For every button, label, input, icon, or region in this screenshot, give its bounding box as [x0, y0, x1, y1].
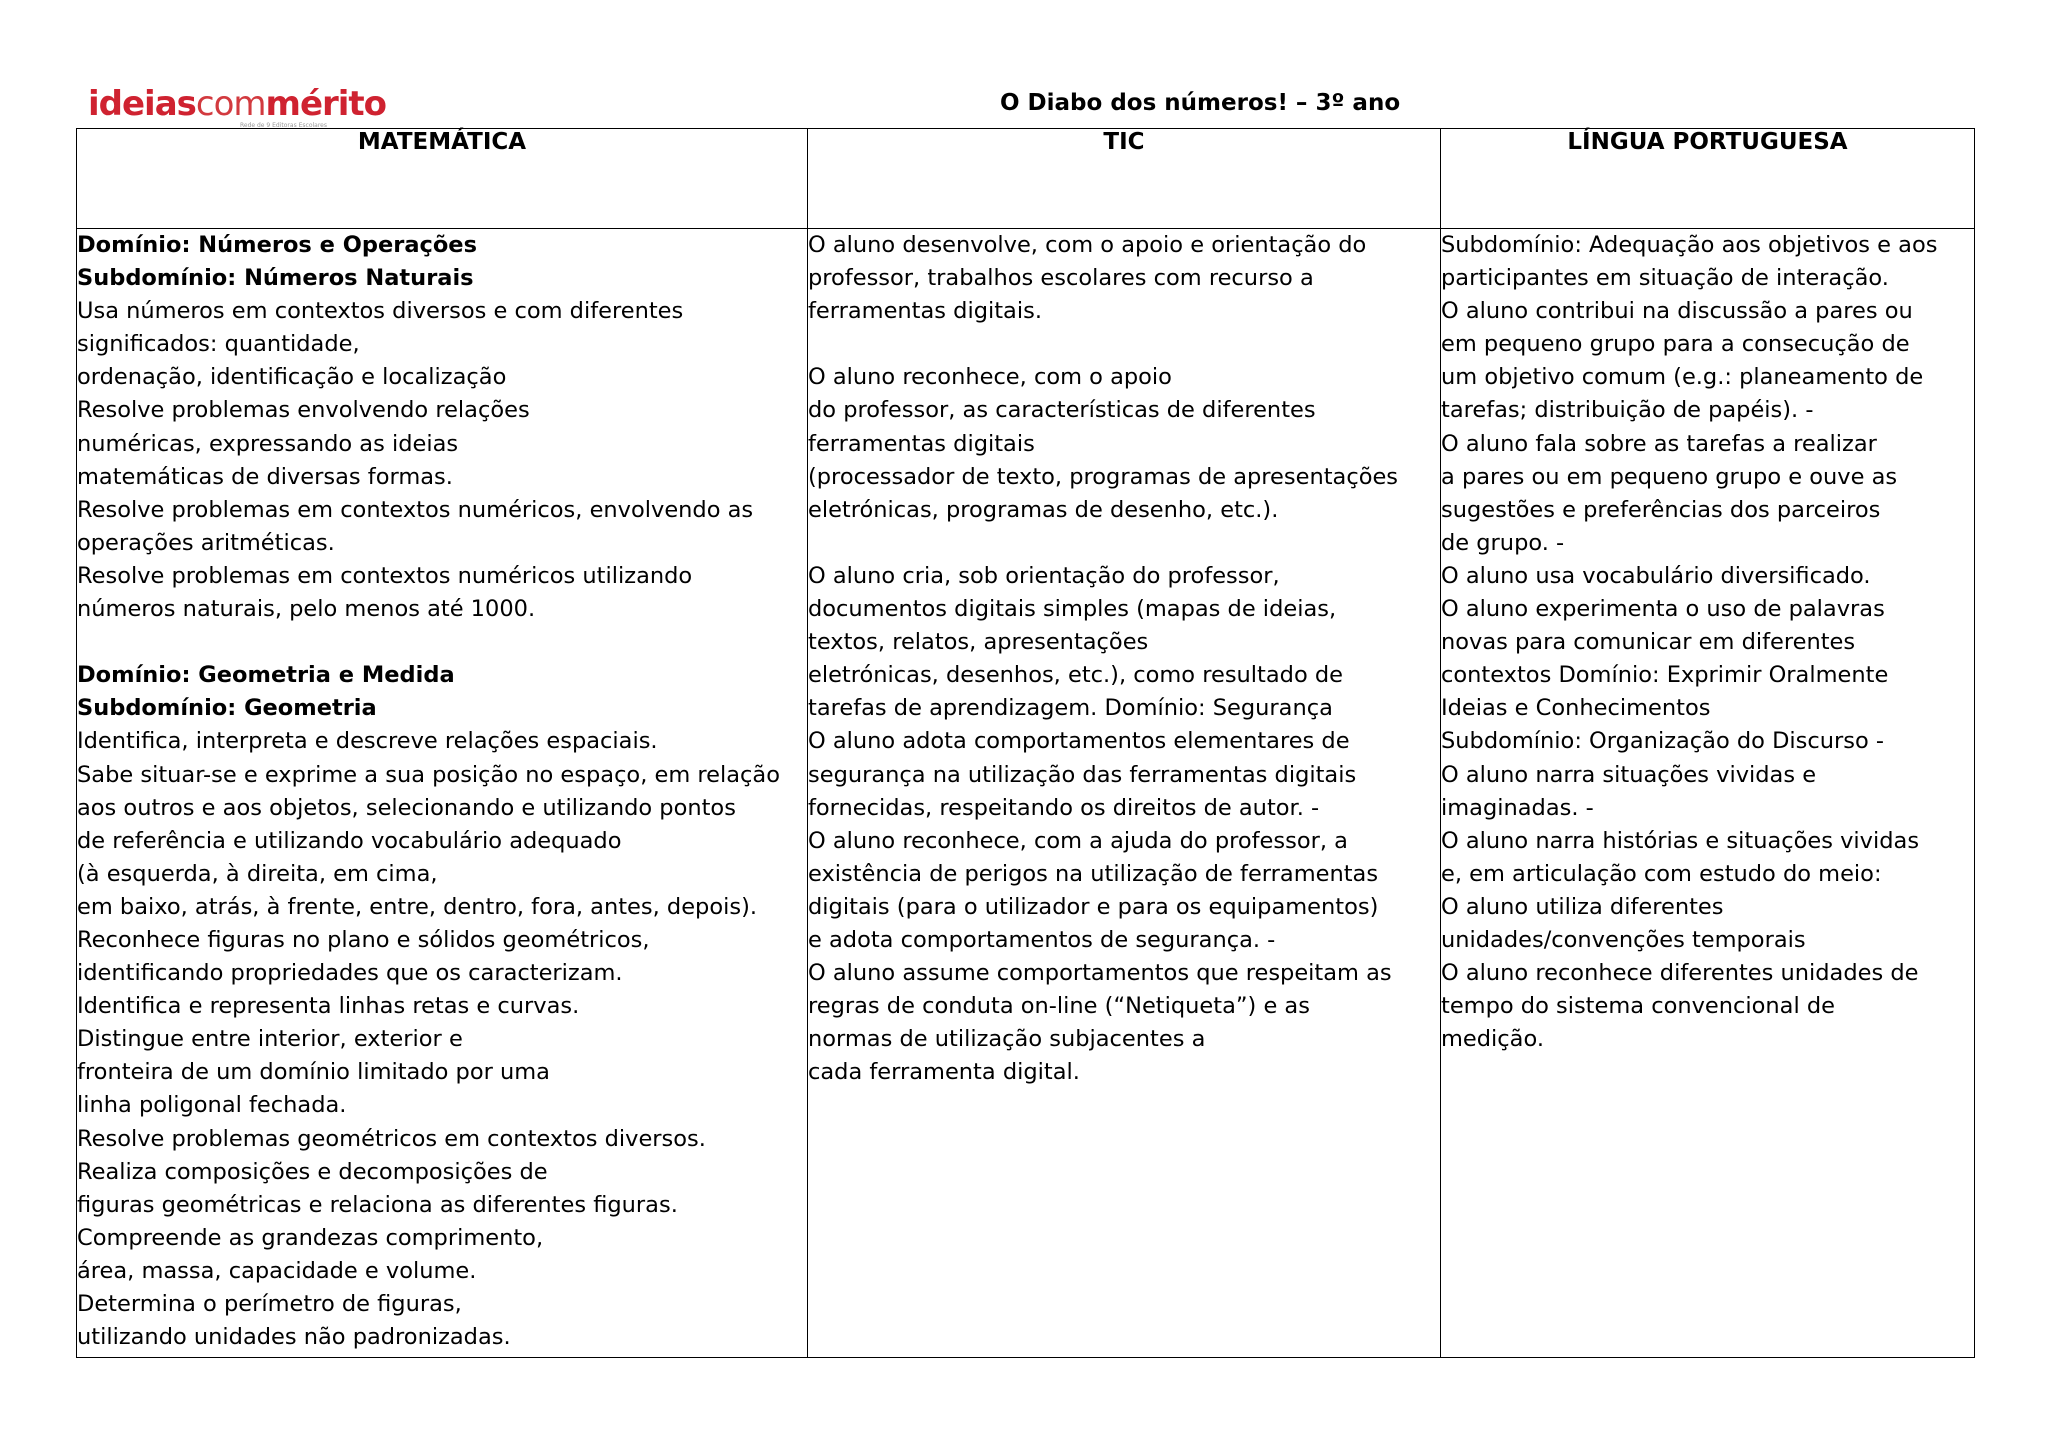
text-line: (à esquerda, à direita, em cima,: [77, 860, 438, 887]
text-line: O aluno usa vocabulário diversificado.: [1441, 562, 1871, 589]
text-line: O aluno experimenta o uso de palavras: [1441, 596, 1885, 623]
text-line: cada ferramenta digital.: [808, 1059, 1080, 1086]
cell-lingua-portuguesa: [1441, 229, 1975, 1358]
text-line: um objetivo comum (e.g.: planeamento de: [1441, 364, 1924, 391]
logo: [88, 84, 387, 130]
text-line: Ideias e Conhecimentos: [1441, 695, 1711, 722]
text-line: textos, relatos, apresentações: [808, 629, 1149, 656]
text-line: Compreende as grandezas comprimento,: [77, 1224, 544, 1251]
text-line: O aluno utiliza diferentes: [1441, 893, 1724, 920]
logo-part-merito: mérito: [265, 84, 387, 124]
section-heading-line: Subdomínio: Geometria: [77, 695, 377, 722]
text-line: de referência e utilizando vocabulário adequado: [77, 827, 622, 854]
text-line: tarefas de aprendizagem. Domínio: Segurança: [808, 695, 1333, 722]
text-line: do professor, as características de diferentes: [808, 397, 1316, 424]
text-line: O aluno fala sobre as tarefas a realizar: [1441, 430, 1877, 457]
text-line: Resolve problemas em contextos numéricos utilizando: [77, 562, 693, 589]
text-line: figuras geométricas e relaciona as diferentes figuras.: [77, 1191, 678, 1218]
text-line: Usa números em contextos diversos e com diferentes: [77, 298, 684, 325]
text-line: fronteira de um domínio limitado por uma: [77, 1059, 550, 1086]
text-line: área, massa, capacidade e volume.: [77, 1257, 477, 1284]
section-heading-line: Domínio: Números e Operações: [77, 232, 477, 258]
text-line: professor, trabalhos escolares com recurso a: [808, 265, 1314, 292]
header-tic: TIC: [808, 129, 1441, 229]
text-line: operações aritméticas.: [77, 529, 335, 556]
text-line: eletrónicas, programas de desenho, etc.).: [808, 496, 1279, 523]
text-line: fornecidas, respeitando os direitos de autor. -: [808, 794, 1320, 821]
text-line: utilizando unidades não padronizadas.: [77, 1324, 511, 1351]
document-title: O Diabo dos números! – 3º ano: [1000, 90, 1401, 116]
cell-matematica: [77, 229, 808, 1358]
section-heading-line: Domínio: Geometria e Medida: [77, 662, 455, 689]
text-line: identificando propriedades que os caracterizam.: [77, 960, 623, 987]
text-line: de grupo. -: [1441, 529, 1565, 556]
text-line: Distingue entre interior, exterior e: [77, 1026, 463, 1053]
text-line: ferramentas digitais: [808, 430, 1035, 457]
text-line: documentos digitais simples (mapas de ideias,: [808, 596, 1337, 623]
text-line: O aluno reconhece, com a ajuda do professor, a: [808, 827, 1348, 854]
text-line: O aluno contribui na discussão a pares ou: [1441, 298, 1913, 325]
text-line: segurança na utilização das ferramentas digitais: [808, 761, 1357, 788]
text-line: O aluno adota comportamentos elementares de: [808, 728, 1350, 755]
logo-tagline: Rede de 9 Editoras Escolares: [240, 122, 327, 129]
text-line: O aluno reconhece diferentes unidades de: [1441, 960, 1919, 987]
text-line: digitais (para o utilizador e para os equipamentos): [808, 893, 1379, 920]
text-line: sugestões e preferências dos parceiros: [1441, 496, 1881, 523]
text-line: tarefas; distribuição de papéis). -: [1441, 397, 1814, 424]
text-line: matemáticas de diversas formas.: [77, 463, 453, 490]
text-line: e adota comportamentos de segurança. -: [808, 926, 1276, 953]
text-line: Subdomínio: Adequação aos objetivos e aos: [1441, 232, 1938, 258]
text-line: linha poligonal fechada.: [77, 1092, 347, 1119]
text-line: a pares ou em pequeno grupo e ouve as: [1441, 463, 1898, 490]
header-lingua-portuguesa: LÍNGUA PORTUGUESA: [1441, 129, 1975, 229]
text-line: ordenação, identificação e localização: [77, 364, 507, 391]
text-line: números naturais, pelo menos até 1000.: [77, 596, 536, 623]
text-line: imaginadas. -: [1441, 794, 1594, 821]
text-line: em pequeno grupo para a consecução de: [1441, 331, 1910, 358]
text-line: novas para comunicar em diferentes: [1441, 629, 1856, 656]
text-line: normas de utilização subjacentes a: [808, 1026, 1206, 1053]
text-line: Subdomínio: Organização do Discurso -: [1441, 728, 1885, 755]
text-line: O aluno narra histórias e situações vividas: [1441, 827, 1920, 854]
text-line: Resolve problemas em contextos numéricos, envolvendo as: [77, 496, 754, 523]
text-line: [808, 328, 1440, 361]
table-header-row: [77, 129, 1975, 229]
text-line: [808, 527, 1440, 560]
text-line: ferramentas digitais.: [808, 298, 1042, 325]
text-line: O aluno reconhece, com o apoio: [808, 364, 1172, 391]
text-line: e, em articulação com estudo do meio:: [1441, 860, 1882, 887]
table-body-row: [77, 229, 1975, 1358]
text-line: em baixo, atrás, à frente, entre, dentro, fora, antes, depois).: [77, 893, 757, 920]
text-line: Sabe situar-se e exprime a sua posição no espaço, em relação: [77, 761, 780, 788]
text-line: Identifica e representa linhas retas e curvas.: [77, 993, 580, 1020]
cell-tic: [808, 229, 1441, 1358]
text-line: regras de conduta on-line (“Netiqueta”) e as: [808, 993, 1310, 1020]
text-line: Determina o perímetro de figuras,: [77, 1291, 462, 1317]
header-matematica: MATEMÁTICA: [77, 129, 808, 229]
text-line: Realiza composições e decomposições de: [77, 1158, 548, 1185]
logo-part-ideias: ideias: [88, 84, 196, 124]
text-line: aos outros e aos objetos, selecionando e utilizando pontos: [77, 794, 736, 821]
text-line: Resolve problemas envolvendo relações: [77, 397, 530, 424]
text-line: contextos Domínio: Exprimir Oralmente: [1441, 662, 1889, 689]
text-line: participantes em situação de interação.: [1441, 265, 1889, 292]
text-line: tempo do sistema convencional de: [1441, 993, 1835, 1020]
text-line: [77, 626, 807, 659]
logo-part-com: com: [195, 84, 266, 124]
text-line: O aluno assume comportamentos que respeitam as: [808, 960, 1392, 987]
text-line: Reconhece figuras no plano e sólidos geométricos,: [77, 926, 650, 953]
text-line: O aluno narra situações vividas e: [1441, 761, 1817, 788]
text-line: O aluno desenvolve, com o apoio e orientação do: [808, 232, 1367, 258]
text-line: unidades/convenções temporais: [1441, 926, 1806, 953]
text-line: numéricas, expressando as ideias: [77, 430, 459, 457]
text-line: Identifica, interpreta e descreve relações espaciais.: [77, 728, 658, 755]
text-line: (processador de texto, programas de apresentações: [808, 463, 1399, 490]
text-line: O aluno cria, sob orientação do professor,: [808, 562, 1280, 589]
text-line: existência de perigos na utilização de ferramentas: [808, 860, 1379, 887]
curriculum-table: [76, 128, 1975, 1358]
text-line: eletrónicas, desenhos, etc.), como resultado de: [808, 662, 1343, 689]
text-line: significados: quantidade,: [77, 331, 360, 358]
text-line: Resolve problemas geométricos em contextos diversos.: [77, 1125, 706, 1152]
section-heading-line: Subdomínio: Números Naturais: [77, 265, 474, 292]
text-line: medição.: [1441, 1026, 1544, 1053]
logo-wordmark: [88, 84, 387, 124]
